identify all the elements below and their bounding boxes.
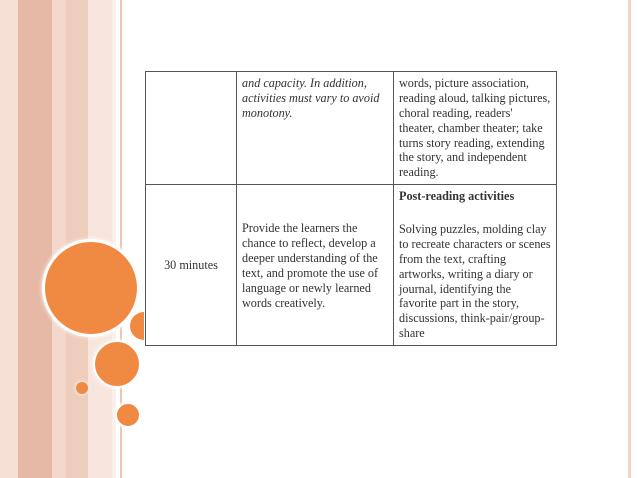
- activities-cell: words, picture association, reading aloud, talking pictures, choral reading, readers' theater, chamber theater; take turns story reading, extending the story, and independent reading.: [394, 72, 557, 185]
- description-cell: Provide the learners the chance to reflect, develop a deeper understanding of the text, and promote the use of language or newly learned words creatively.: [237, 185, 394, 346]
- background-stripe: [0, 0, 18, 478]
- time-cell: [146, 72, 237, 185]
- background-stripe: [112, 0, 116, 478]
- description-cell: and capacity. In addition, activities must vary to avoid monotony.: [237, 72, 394, 185]
- lesson-table: [145, 71, 557, 346]
- decorative-circle-medium: [93, 340, 141, 388]
- decorative-circle-small: [76, 382, 88, 394]
- decorative-circle-large: [42, 239, 140, 337]
- section-heading: Post-reading activities: [399, 189, 515, 204]
- background-stripe: [52, 0, 66, 478]
- decorative-circle-small: [115, 402, 141, 428]
- time-cell: 30 minutes: [146, 185, 237, 346]
- activities-text: Solving puzzles, molding clay to recreate characters or scenes from the text, crafting artworks, writing a diary or journal, identifying the favorite part in the story, discussions, think-pair/group-share: [399, 222, 551, 341]
- table-row: [146, 185, 557, 346]
- table-row: [146, 72, 557, 185]
- vertical-rule-right: [628, 0, 631, 478]
- decorative-circle-partial: [130, 312, 144, 340]
- activities-cell: [394, 185, 557, 346]
- background-stripe: [18, 0, 52, 478]
